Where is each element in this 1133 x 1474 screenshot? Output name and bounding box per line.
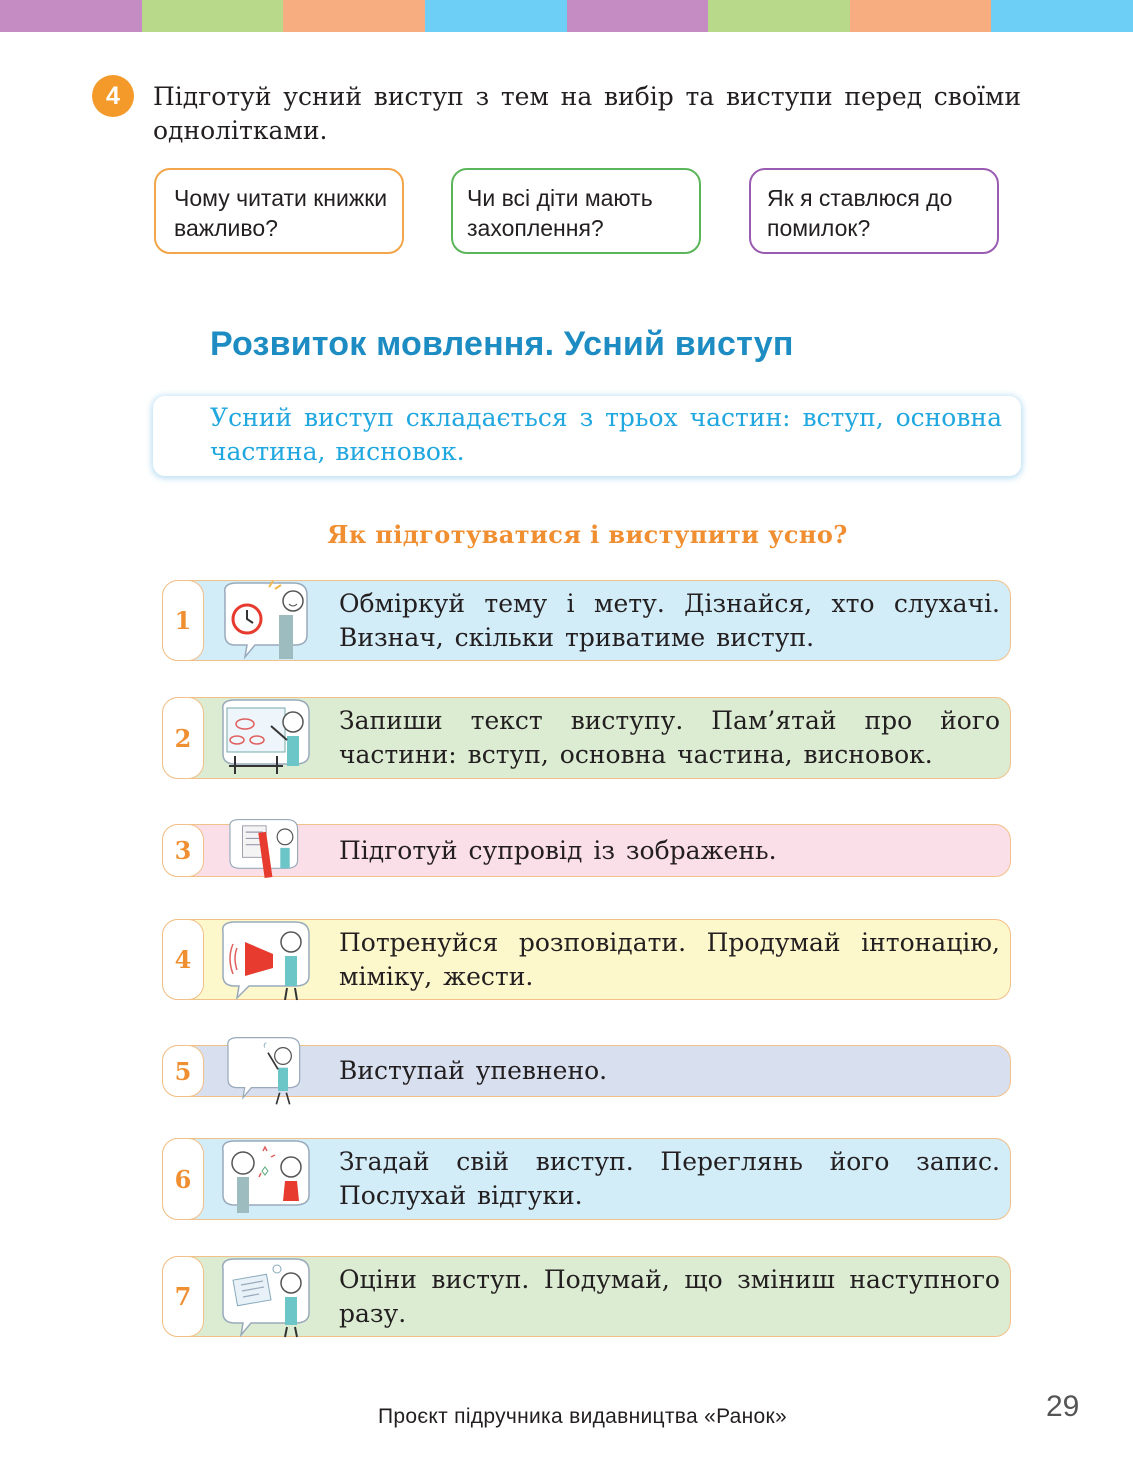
step-5 bbox=[162, 1045, 1011, 1097]
step-text: Запиши текст виступу. Пам’ятай про його частини: вступ, основна частина, висновок. bbox=[339, 706, 1000, 769]
friends-feedback-icon bbox=[215, 1137, 315, 1221]
step-2 bbox=[162, 697, 1011, 779]
step-1 bbox=[162, 580, 1011, 661]
step-text: Згадай свій виступ. Переглянь його запис. Послухай відгуки. bbox=[339, 1147, 1000, 1210]
step-6 bbox=[162, 1138, 1011, 1220]
step-7 bbox=[162, 1256, 1011, 1337]
step-text: Оціни виступ. Подумай, що зміниш наступного разу. bbox=[339, 1264, 1000, 1328]
pencil-checklist-icon bbox=[215, 818, 311, 884]
step-number: 1 bbox=[162, 580, 204, 661]
step-text: Обміркуй тему і мету. Дізнайся, хто слухачі. Визнач, скільки триватиме виступ. bbox=[339, 588, 1000, 652]
question-box-mistakes: Як я ставлюся до помилок? bbox=[749, 168, 999, 254]
evaluation-icon bbox=[215, 1255, 315, 1339]
clock-speech-icon bbox=[215, 579, 315, 663]
footer-publisher: Проєкт підручника видавництва «Ранок» bbox=[378, 1405, 788, 1428]
step-number: 4 bbox=[162, 919, 204, 1000]
step-number: 6 bbox=[162, 1138, 204, 1220]
board-plan-icon bbox=[215, 696, 315, 780]
page-number: 29 bbox=[1046, 1390, 1080, 1423]
section-title: Розвиток мовлення. Усний виступ bbox=[210, 325, 794, 363]
task-instruction: Підготуй усний виступ з тем на вибір та виступи перед своїми однолітками. bbox=[153, 82, 1021, 145]
step-number: 2 bbox=[162, 697, 204, 779]
top-bar-segment bbox=[142, 0, 284, 32]
color-top-bar bbox=[0, 0, 1133, 32]
step-3 bbox=[162, 824, 1011, 877]
megaphone-icon bbox=[215, 918, 315, 1002]
waving-speaker-icon bbox=[215, 1036, 311, 1106]
question-box-hobbies: Чи всі діти мають захоплення? bbox=[451, 168, 701, 254]
top-bar-segment bbox=[991, 0, 1133, 32]
step-4 bbox=[162, 919, 1011, 1000]
top-bar-segment bbox=[0, 0, 142, 32]
top-bar-segment bbox=[283, 0, 425, 32]
subheading: Як підготуватися і виступити усно? bbox=[327, 520, 848, 549]
step-text: Виступай упевнено. bbox=[339, 1056, 608, 1085]
top-bar-segment bbox=[425, 0, 567, 32]
step-number: 7 bbox=[162, 1256, 204, 1337]
step-text: Підготуй супровід із зображень. bbox=[339, 835, 777, 865]
step-number: 3 bbox=[162, 824, 204, 877]
step-text: Потренуйся розповідати. Продумай інтонацію, міміку, жести. bbox=[339, 927, 1000, 991]
task-number-badge: 4 bbox=[92, 75, 134, 117]
step-number: 5 bbox=[162, 1045, 204, 1097]
top-bar-segment bbox=[850, 0, 992, 32]
rule-text: Усний виступ складається з трьох частин: вступ, основна частина, висновок. bbox=[210, 403, 1002, 466]
top-bar-segment bbox=[567, 0, 709, 32]
top-bar-segment bbox=[708, 0, 850, 32]
question-box-books: Чому читати книжки важливо? bbox=[154, 168, 404, 254]
